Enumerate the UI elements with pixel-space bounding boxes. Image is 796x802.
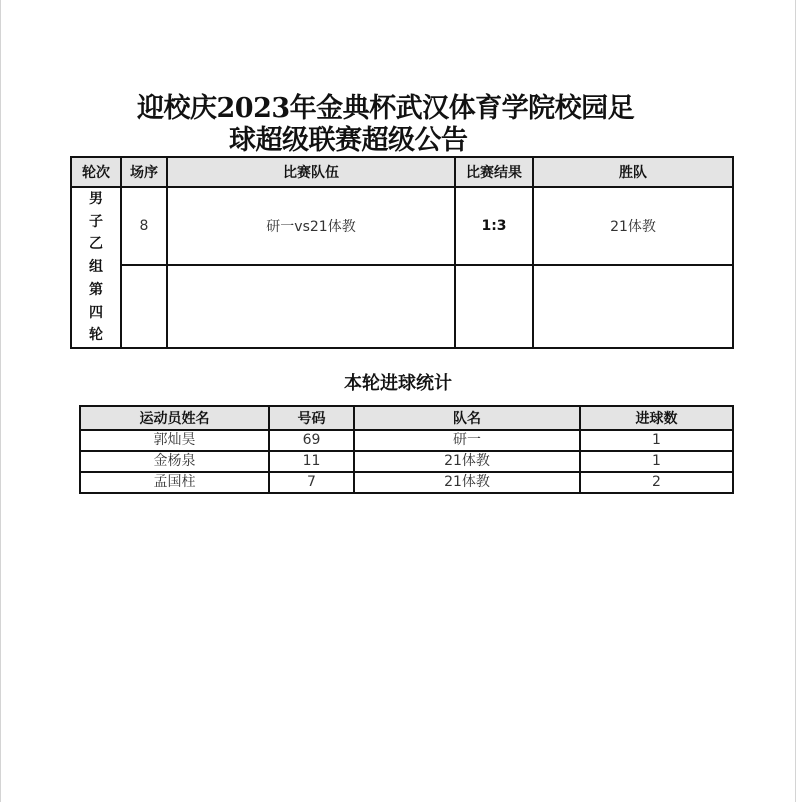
- header-result: 比赛结果: [455, 157, 533, 187]
- table-row: [80, 430, 733, 451]
- player-number: 7: [269, 472, 354, 493]
- table-row: [80, 451, 733, 472]
- page-title-line-1: 迎校庆2023年金典杯武汉体育学院校园足: [137, 93, 635, 124]
- header-team-name: 队名: [354, 406, 580, 430]
- header-goals: 进球数: [580, 406, 733, 430]
- player-name: 金杨泉: [80, 451, 269, 472]
- player-goals: 2: [580, 472, 733, 493]
- match-result: [455, 265, 533, 348]
- table-header-row: [71, 157, 733, 187]
- player-team: 21体教: [354, 451, 580, 472]
- player-team: 21体教: [354, 472, 580, 493]
- table-header-row: [80, 406, 733, 430]
- round-label: 男 子 乙 组 第 四 轮: [71, 187, 121, 348]
- page-edge-left: [0, 0, 1, 802]
- header-round: 轮次: [71, 157, 121, 187]
- player-name: 孟国柱: [80, 472, 269, 493]
- table-row: [80, 472, 733, 493]
- header-winner: 胜队: [533, 157, 733, 187]
- player-name: 郭灿昊: [80, 430, 269, 451]
- match-order: [121, 265, 167, 348]
- match-teams: 研一vs21体教: [167, 187, 455, 265]
- match-winner: [533, 265, 733, 348]
- match-teams: [167, 265, 455, 348]
- goal-stats-title: 本轮进球统计: [344, 373, 452, 394]
- header-player-name: 运动员姓名: [80, 406, 269, 430]
- goal-stats-table: [79, 405, 734, 494]
- match-result: 1:3: [455, 187, 533, 265]
- table-row: [71, 187, 733, 265]
- match-schedule-table: [70, 156, 734, 349]
- player-goals: 1: [580, 451, 733, 472]
- header-number: 号码: [269, 406, 354, 430]
- table-row: [71, 265, 733, 348]
- player-team: 研一: [354, 430, 580, 451]
- header-order: 场序: [121, 157, 167, 187]
- match-winner: 21体教: [533, 187, 733, 265]
- page-title-line-2: 球超级联赛超级公告: [229, 125, 468, 156]
- player-number: 11: [269, 451, 354, 472]
- header-teams: 比赛队伍: [167, 157, 455, 187]
- player-number: 69: [269, 430, 354, 451]
- match-order: 8: [121, 187, 167, 265]
- player-goals: 1: [580, 430, 733, 451]
